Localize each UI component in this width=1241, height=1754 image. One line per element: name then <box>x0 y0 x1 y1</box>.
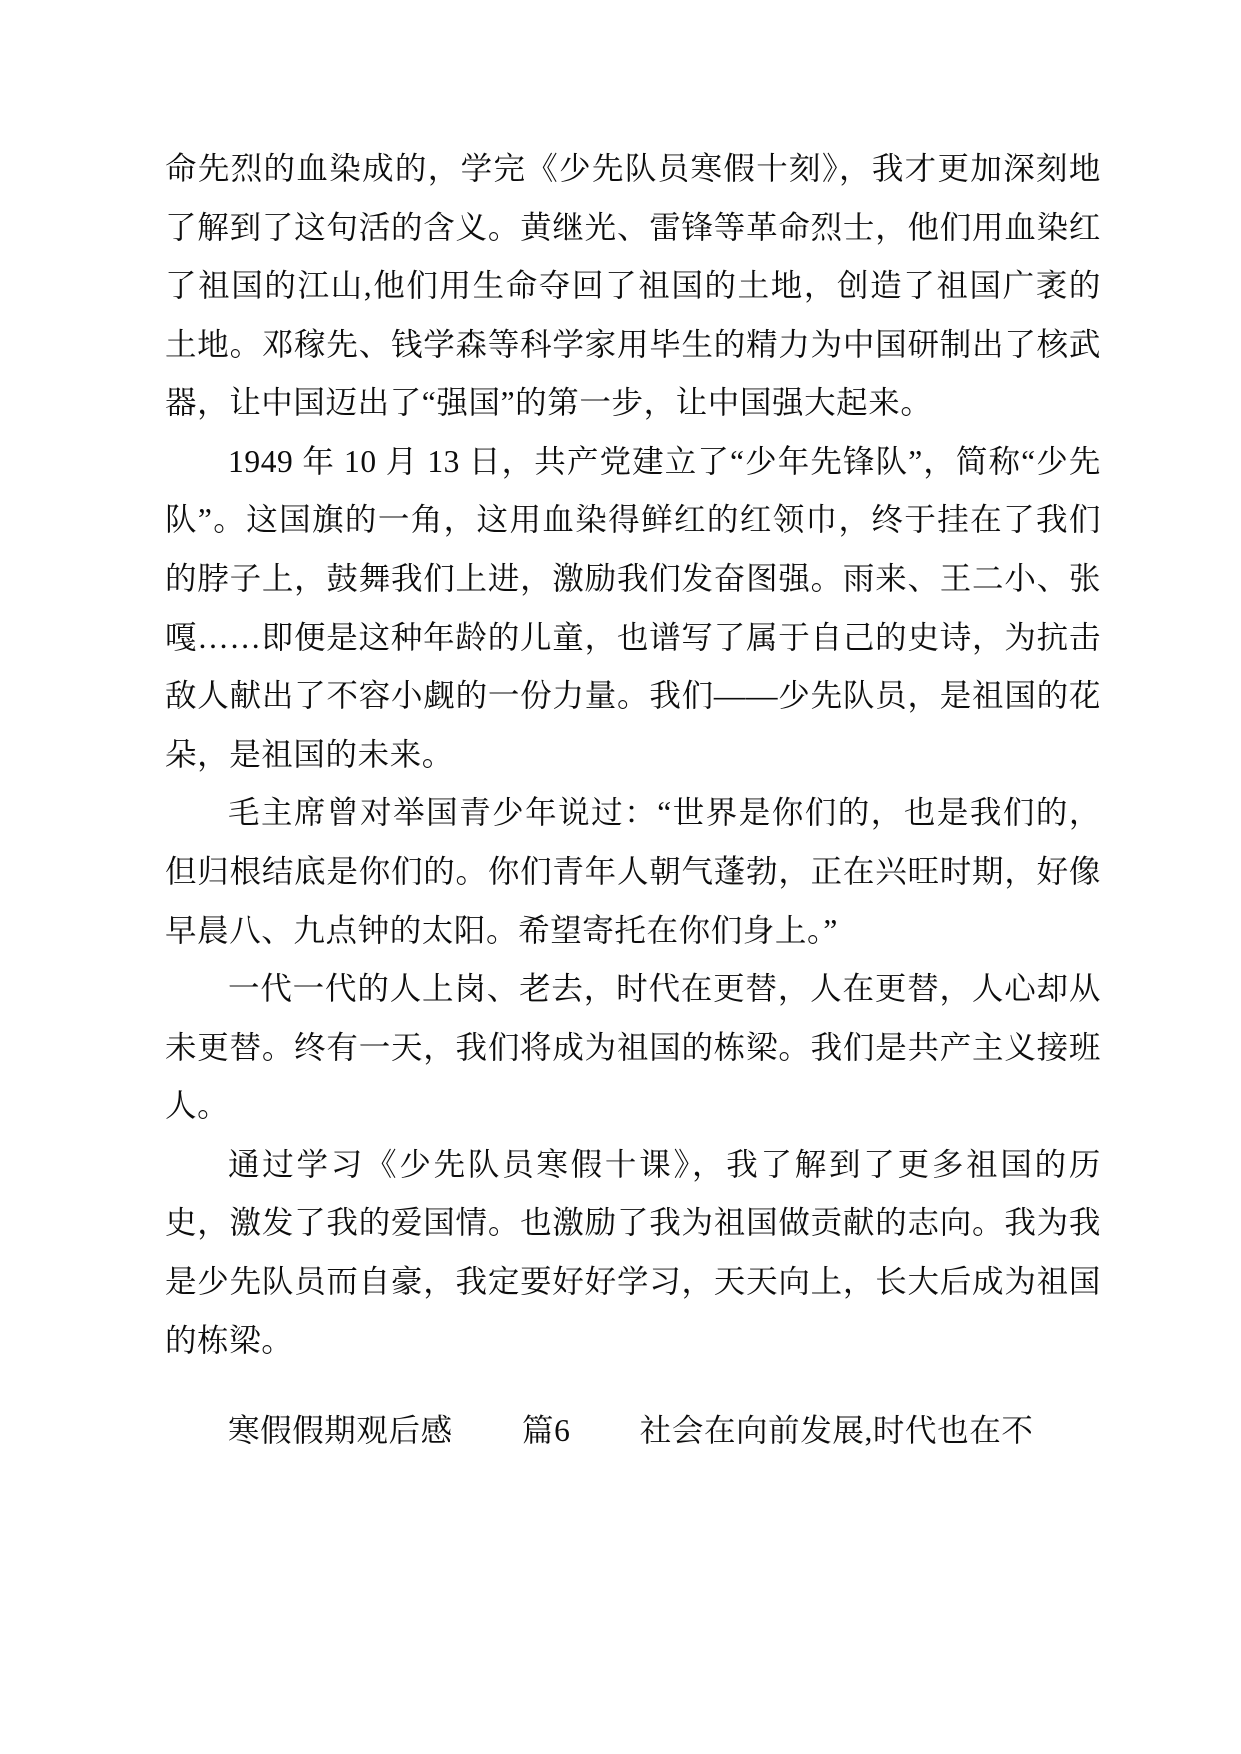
section-heading <box>165 1402 1101 1461</box>
paragraph-continued: 命先烈的血染成的，学完《少先队员寒假十刻》，我才更加深刻地了解到了这句活的含义。黄继光、雷锋等革命烈士，他们用血染红了祖国的江山,他们用生命夺回了祖国的土地，创造了祖国广袤的土地。邓稼先、钱学森等科学家用毕生的精力为中国研制出了核武器，让中国迈出了“强国”的第一步，让中国强大起来。 <box>165 151 1101 421</box>
section-heading-lead-text: 社会在向前发展,时代也在不 <box>639 1412 1034 1448</box>
paragraph-generation: 一代一代的人上岗、老去，时代在更替，人在更替，人心却从未更替。终有一天，我们将成为祖国的栋梁。我们是共产主义接班人。 <box>165 971 1101 1124</box>
document-body <box>165 140 1101 1460</box>
paragraph-mao-quote: 毛主席曾对举国青少年说过：“世界是你们的，也是我们的，但归根结底是你们的。你们青年人朝气蓬勃，正在兴旺时期，好像早晨八、九点钟的太阳。希望寄托在你们身上。” <box>165 795 1101 948</box>
paragraph-1949: 1949 年 10 月 13 日，共产党建立了“少年先锋队”，简称“少先队”。这国旗的一角，这用血染得鲜红的红领巾，终于挂在了我们的脖子上，鼓舞我们上进，激励我们发奋图强。雨来、王二小、张嘎……即便是这种年龄的儿童，也谱写了属于自己的史诗，为抗击敌人献出了不容小觑的一份力量。我们——少先队员，是祖国的花朵，是祖国的未来。 <box>165 443 1101 772</box>
paragraph-conclusion: 通过学习《少先队员寒假十课》，我了解到了更多祖国的历史，激发了我的爱国情。也激励了我为祖国做贡献的志向。我为我是少先队员而自豪，我定要好好学习，天天向上，长大后成为祖国的栋梁。 <box>165 1146 1101 1358</box>
section-heading-number: 篇6 <box>522 1412 571 1448</box>
section-heading-title: 寒假假期观后感 <box>228 1412 453 1448</box>
